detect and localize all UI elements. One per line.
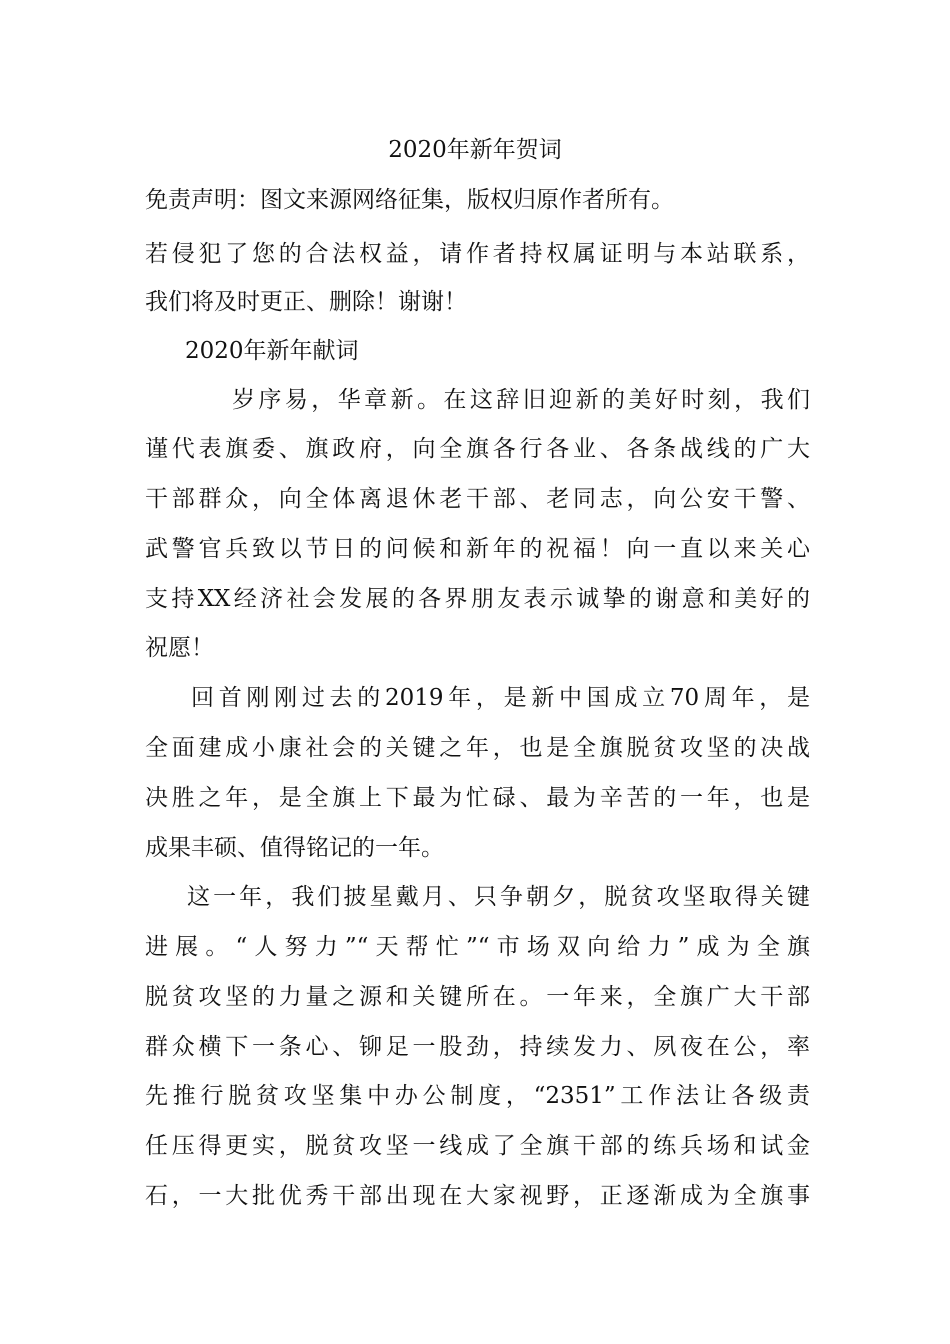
- paragraph-line: 祝愿！: [145, 635, 214, 661]
- disclaimer-line: 我们将及时更正、删除！谢谢！: [145, 289, 467, 315]
- paragraph-line: 全面建成小康社会的关键之年，也是全旗脱贫攻坚的决战: [145, 735, 810, 761]
- paragraph-line: 岁序易，华章新。在这辞旧迎新的美好时刻，我们: [232, 387, 810, 413]
- paragraph-line: 群众横下一条心、铆足一股劲，持续发力、夙夜在公，率: [145, 1034, 810, 1060]
- disclaimer-line: 免责声明：图文来源网络征集，版权归原作者所有。: [145, 187, 674, 213]
- paragraph-line: 谨代表旗委、旗政府，向全旗各行各业、各条战线的广大: [145, 436, 810, 462]
- paragraph-line: 这一年，我们披星戴月、只争朝夕，脱贫攻坚取得关键: [187, 884, 810, 910]
- paragraph-line: 干部群众，向全体离退休老干部、老同志，向公安干警、: [145, 486, 810, 512]
- paragraph-line: 决胜之年，是全旗上下最为忙碌、最为辛苦的一年，也是: [145, 785, 810, 811]
- paragraph-line: 任压得更实，脱贫攻坚一线成了全旗干部的练兵场和试金: [145, 1133, 810, 1159]
- paragraph-line: 进展。“人努力”“天帮忙”“市场双向给力”成为全旗: [145, 934, 810, 960]
- paragraph-line: 脱贫攻坚的力量之源和关键所在。一年来，全旗广大干部: [145, 984, 810, 1010]
- paragraph-line: 回首刚刚过去的2019年，是新中国成立70周年，是: [191, 685, 810, 711]
- paragraph-line: 先推行脱贫攻坚集中办公制度，“2351”工作法让各级责: [145, 1083, 810, 1109]
- subtitle: 2020年新年献词: [185, 338, 359, 364]
- paragraph-line: 支持XX经济社会发展的各界朋友表示诚挚的谢意和美好的: [145, 586, 810, 612]
- document-title: 2020年新年贺词: [388, 137, 562, 163]
- disclaimer-line: 若侵犯了您的合法权益，请作者持权属证明与本站联系，: [145, 241, 810, 267]
- paragraph-line: 武警官兵致以节日的问候和新年的祝福！向一直以来关心: [145, 536, 810, 562]
- paragraph-line: 石，一大批优秀干部出现在大家视野，正逐渐成为全旗事: [145, 1183, 810, 1209]
- paragraph-line: 成果丰硕、值得铭记的一年。: [145, 835, 444, 861]
